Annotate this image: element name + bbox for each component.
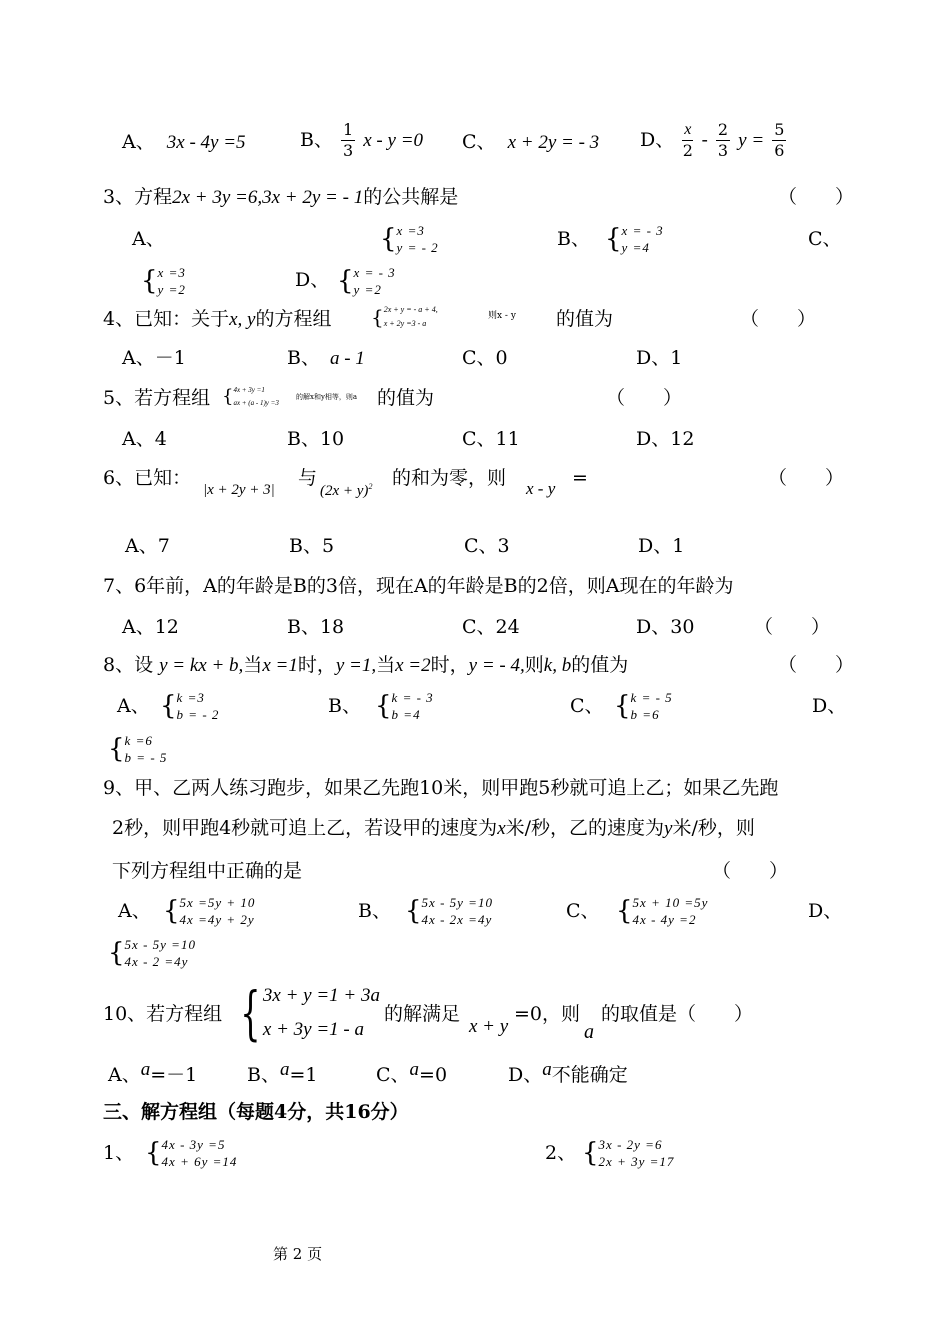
q10-option-d: D、a不能确定 — [508, 1059, 628, 1086]
left-brace: { — [163, 896, 180, 926]
q3-option-c-system: { x =3 y =2 — [141, 265, 186, 297]
q6-equals: = — [572, 467, 588, 489]
q4-stem: 4、已知：关于x, y的方程组 — [103, 308, 332, 330]
q5-option-b: B、10 — [287, 428, 345, 450]
q6-answer-paren: （ ） — [768, 467, 845, 489]
q10-option-a: A、a=－1 — [108, 1059, 198, 1086]
q5-option-a: A、4 — [122, 428, 167, 450]
q4-system: { 2x + y = - a + 4, x + 2y =3 - a — [371, 305, 438, 329]
left-brace: { — [605, 224, 622, 254]
q5-stem: 5、若方程组 — [103, 387, 211, 409]
q4-system-tail: 则x - y — [488, 311, 516, 321]
q2-option-c: C、 x + 2y = - 3 — [462, 131, 600, 153]
left-brace: { — [145, 1138, 162, 1168]
fraction: $\frac{5}{6}$ — [774, 120, 785, 160]
q4-option-a: A、－1 — [122, 347, 186, 369]
q6-expr: x - y — [526, 479, 556, 498]
section-3-problem-1-system: { 4x - 3y =5 4x + 6y =14 — [145, 1137, 238, 1169]
q10-mid2: =0，则 — [514, 1003, 581, 1025]
left-brace: { — [160, 691, 177, 721]
q9-option-a-label: A、 — [118, 900, 151, 922]
left-brace: { — [582, 1138, 599, 1168]
q7-answer-paren: （ ） — [754, 616, 831, 638]
q8-stem: 8、设 y = kx + b,当x =1时，y =1,当x =2时，y = - 4,则k, b的值为 — [103, 654, 629, 676]
q8-answer-paren: （ ） — [778, 654, 855, 676]
q6-option-d: D、1 — [638, 535, 685, 557]
q10-var-a: a — [584, 1021, 594, 1043]
q2-option-b: B、 $\frac{1}{3}$ x - y =0 — [300, 120, 424, 160]
left-brace: { — [380, 224, 397, 254]
left-brace: { — [614, 691, 631, 721]
q3-option-c-label: C、 — [808, 228, 842, 250]
q3-option-a-system: { x =3 y = - 2 — [380, 223, 439, 255]
left-brace: { — [108, 734, 125, 764]
left-brace: { — [141, 266, 158, 296]
section-3-problem-1-label: 1、 — [103, 1142, 135, 1164]
q4-option-b: B、 a - 1 — [287, 347, 365, 369]
q4-option-d: D、1 — [636, 347, 683, 369]
q5-system-tail: 的解x和y相等，则a — [296, 393, 358, 401]
q8-option-b-system: { k = - 3 b =4 — [375, 690, 434, 722]
q3-answer-paren: （ ） — [778, 186, 855, 208]
q5-tail: 的值为 — [377, 387, 435, 409]
q5-system: { 4x + 3y =1 ax + (a - 1)y =3 — [222, 386, 279, 407]
q5-option-d: D、12 — [636, 428, 695, 450]
q6-option-b: B、5 — [289, 535, 335, 557]
q6-option-c: C、3 — [464, 535, 510, 557]
q8-option-d-label: D、 — [812, 695, 847, 717]
q10-option-c: C、a=0 — [376, 1059, 448, 1086]
left-brace: { — [108, 938, 125, 968]
q5-answer-paren: （ ） — [606, 387, 683, 409]
section-3-problem-2-system: { 3x - 2y =6 2x + 3y =17 — [582, 1137, 675, 1169]
q6-option-a: A、7 — [125, 535, 170, 557]
q9-answer-paren: （ ） — [712, 860, 789, 882]
q9-line-3: 下列方程组中正确的是 — [112, 860, 303, 882]
q10-stem: 10、若方程组 — [103, 1003, 223, 1025]
q3-option-d-label: D、 — [295, 269, 330, 291]
q8-option-d-system: { k =6 b = - 5 — [108, 733, 168, 765]
q9-option-d-system: { 5x - 5y =10 4x - 2 =4y — [108, 937, 196, 969]
q9-option-b-system: { 5x - 5y =10 4x - 2x =4y — [405, 895, 493, 927]
q7-stem: 7、6年前，A的年龄是B的3倍，现在A的年龄是B的2倍，则A现在的年龄为 — [103, 575, 734, 597]
q5-option-c: C、11 — [462, 428, 520, 450]
q9-line-1: 9、甲、乙两人练习跑步，如果乙先跑10米，则甲跑5秒就可追上乙；如果乙先跑 — [103, 777, 779, 799]
left-brace: { — [616, 896, 633, 926]
q10-tail: 的取值是（ ） — [601, 1003, 754, 1025]
q3-option-a-label: A、 — [132, 228, 165, 250]
q4-answer-paren: （ ） — [740, 308, 817, 330]
q8-option-c-system: { k = - 5 b =6 — [614, 690, 673, 722]
page-number: 第 2 页 — [273, 1245, 323, 1263]
section-3-title: 三、解方程组（每题4分，共16分） — [103, 1101, 409, 1123]
q8-option-a-system: { k =3 b = - 2 — [160, 690, 220, 722]
q3-stem: 3、方程2x + 3y =6,3x + 2y = - 1的公共解是 — [103, 186, 459, 208]
q9-line-2: 2秒，则甲跑4秒就可追上乙，若设甲的速度为x米/秒，乙的速度为y米/秒，则 — [112, 817, 755, 839]
q6-mid: 与 — [298, 467, 318, 489]
left-brace: { — [337, 266, 354, 296]
left-brace: { — [240, 979, 261, 1047]
fraction: $\frac{1}{3}$ — [343, 120, 354, 160]
q8-option-b-label: B、 — [328, 695, 361, 717]
q6-abs-expr: |x + 2y + 3| — [203, 482, 275, 498]
section-3-problem-2-label: 2、 — [545, 1142, 577, 1164]
left-brace: { — [405, 896, 422, 926]
q9-option-b-label: B、 — [358, 900, 391, 922]
q10-option-b: B、a=1 — [247, 1059, 318, 1086]
q10-system: { 3x + y =1 + 3a x + 3y =1 - a — [240, 979, 380, 1047]
q6-stem: 6、已知： — [103, 467, 192, 489]
q9-option-d-label: D、 — [808, 900, 843, 922]
q9-option-c-system: { 5x + 10 =5y 4x - 4y =2 — [616, 895, 709, 927]
q2-option-a: A、 3x - 4y =5 — [122, 131, 246, 153]
q10-expr: x + y — [469, 1016, 509, 1037]
fraction: $\frac{x}{2}$ — [682, 121, 693, 160]
q10-mid: 的解满足 — [384, 1003, 461, 1025]
q9-option-c-label: C、 — [566, 900, 600, 922]
q8-option-a-label: A、 — [117, 695, 150, 717]
fraction: $\frac{2}{3}$ — [717, 120, 729, 160]
q3-option-d-system: { x = - 3 y =2 — [337, 265, 396, 297]
q3-option-b-label: B、 — [557, 228, 590, 250]
q2-option-d: D、 $\frac{x}{2}$ - $\frac{2}{3}$ y = $\frac{5}{6}$ — [640, 120, 785, 160]
q7-option-a: A、12 — [122, 616, 179, 638]
q6-tail: 的和为零，则 — [392, 467, 507, 489]
q8-option-c-label: C、 — [570, 695, 604, 717]
q6-square-expr: $(2x + y)^2$ — [320, 482, 373, 499]
q3-option-b-system: { x = - 3 y =4 — [605, 223, 664, 255]
q9-option-a-system: { 5x =5y + 10 4x =4y + 2y — [163, 895, 256, 927]
left-brace: { — [222, 386, 234, 407]
left-brace: { — [371, 305, 384, 329]
left-brace: { — [375, 691, 392, 721]
q4-tail: 的值为 — [556, 308, 614, 330]
q4-option-c: C、0 — [462, 347, 508, 369]
q7-option-c: C、24 — [462, 616, 520, 638]
q7-option-d: D、30 — [636, 616, 695, 638]
q7-option-b: B、18 — [287, 616, 345, 638]
